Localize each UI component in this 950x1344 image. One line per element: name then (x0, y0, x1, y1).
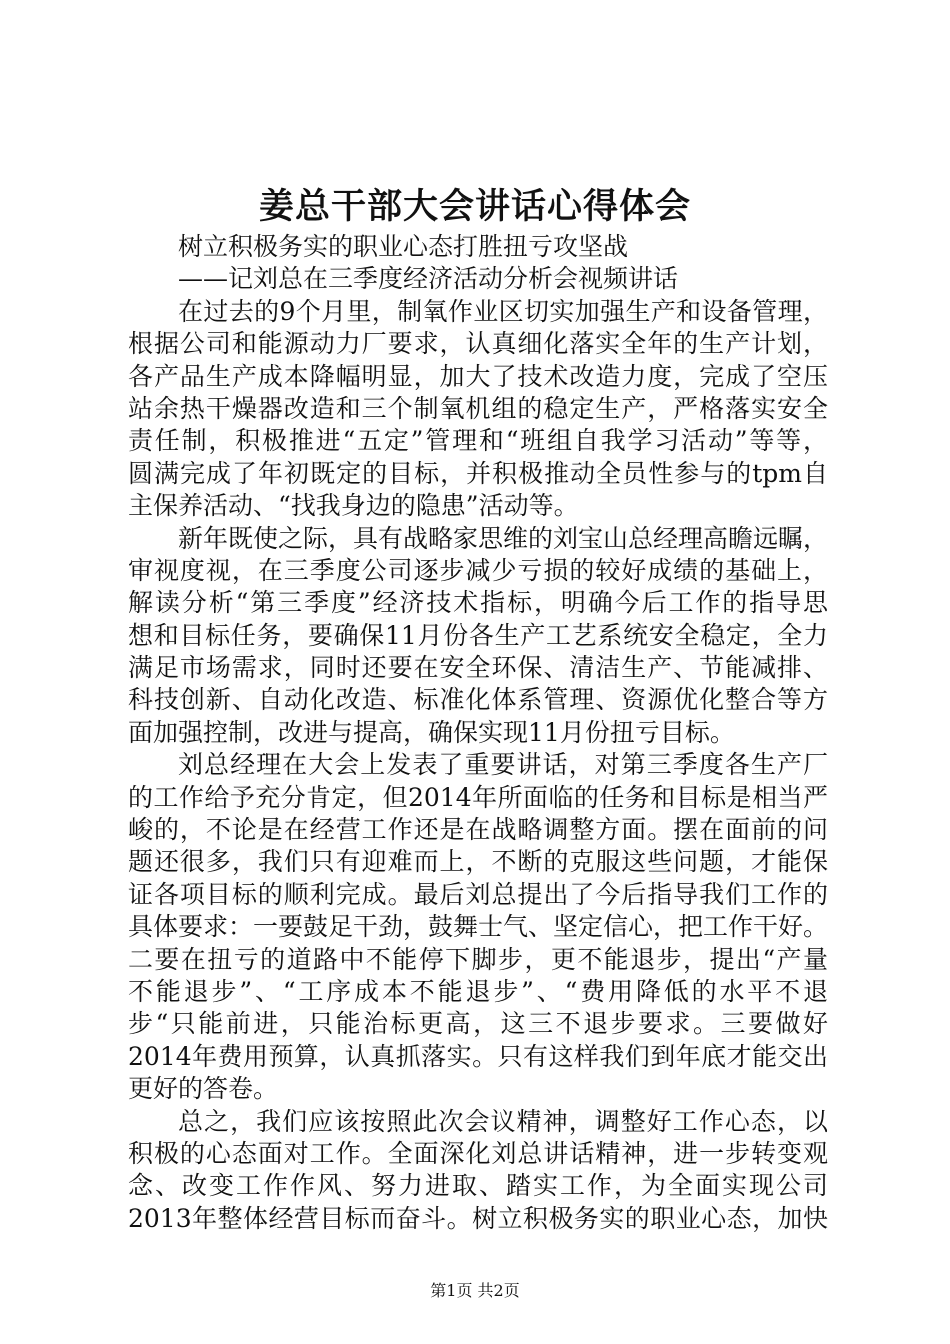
body-line: 2014年费用预算，认真抓落实。只有这样我们到年底才能交出 (128, 1041, 828, 1071)
body-line: 审视度视，在三季度公司逐步减少亏损的较好成绩的基础上， (128, 555, 828, 585)
body-line: 二要在扭亏的道路中不能停下脚步，更不能退步，提出“产量 (128, 944, 828, 974)
body-line: 面加强控制，改进与提高，确保实现11月份扭亏目标。 (128, 717, 735, 747)
body-line: 科技创新、自动化改造、标准化体系管理、资源优化整合等方 (128, 685, 828, 715)
body-line: 证各项目标的顺利完成。最后刘总提出了今后指导我们工作的 (128, 879, 828, 909)
body-line: 具体要求：一要鼓足干劲，鼓舞士气、坚定信心，把工作干好。 (128, 912, 829, 942)
body-line: 满足市场需求，同时还要在安全环保、清洁生产、节能减排、 (128, 653, 828, 683)
body-line: 解读分析“第三季度”经济技术指标，明确今后工作的指导思 (128, 588, 828, 618)
document-title: 姜总干部大会讲话心得体会 (258, 186, 691, 227)
body-line: 根据公司和能源动力厂要求，认真细化落实全年的生产计划， (128, 329, 828, 359)
body-line: 主保养活动、“找我身边的隐患”活动等。 (128, 491, 579, 521)
page-number: 第1页 共2页 (430, 1281, 520, 1300)
body-line: 步“只能前进，只能治标更高，这三不退步要求。三要做好 (128, 1009, 828, 1039)
body-line: 新年既使之际，具有战略家思维的刘宝山总经理高瞻远瞩， (178, 523, 829, 553)
body-line: 各产品生产成本降幅明显，加大了技术改造力度，完成了空压 (128, 361, 828, 391)
subtitle-line: ——记刘总在三季度经济活动分析会视频讲话 (178, 264, 679, 294)
body-line: 不能退步”、“工序成本不能退步”、“费用降低的水平不退 (128, 976, 828, 1006)
document-body (128, 231, 828, 1235)
body-line: 积极的心态面对工作。全面深化刘总讲话精神，进一步转变观 (128, 1138, 828, 1168)
body-line: 刘总经理在大会上发表了重要讲话，对第三季度各生产厂 (178, 750, 828, 780)
body-line: 2013年整体经营目标而奋斗。树立积极务实的职业心态，加快 (128, 1203, 828, 1233)
body-line: 在过去的9个月里，制氧作业区切实加强生产和设备管理， (178, 296, 828, 326)
body-line: 峻的，不论是在经营工作还是在战略调整方面。摆在面前的问 (128, 815, 828, 845)
body-line: 责任制，积极推进“五定”管理和“班组自我学习活动”等等， (128, 426, 828, 456)
body-line: 的工作给予充分肯定，但2014年所面临的任务和目标是相当严 (128, 782, 828, 812)
body-line: 站余热干燥器改造和三个制氧机组的稳定生产，严格落实安全 (128, 393, 828, 423)
body-line: 更好的答卷。 (128, 1074, 279, 1104)
body-line: 圆满完成了年初既定的目标，并积极推动全员性参与的tpm自 (128, 458, 828, 488)
body-line: 总之，我们应该按照此次会议精神，调整好工作心态，以 (178, 1106, 828, 1136)
body-line: 题还很多，我们只有迎难而上，不断的克服这些问题，才能保 (128, 847, 828, 877)
body-line: 想和目标任务，要确保11月份各生产工艺系统安全稳定，全力 (128, 620, 828, 650)
subtitle-line: 树立积极务实的职业心态打胜扭亏攻坚战 (178, 232, 629, 261)
body-line: 念、改变工作作风、努力进取、踏实工作，为全面实现公司 (128, 1171, 828, 1201)
